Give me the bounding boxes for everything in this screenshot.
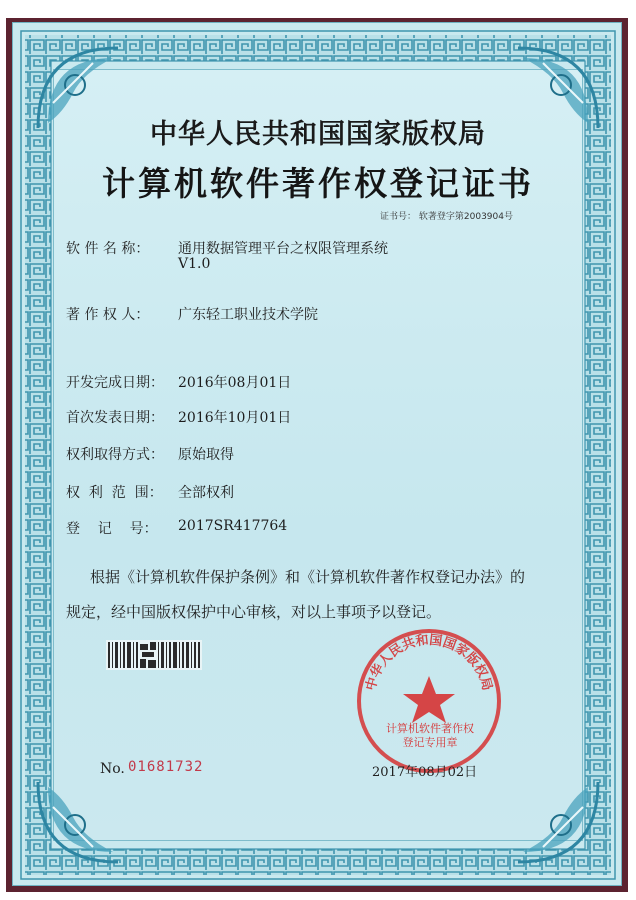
issuing-authority: 中华人民共和国国家版权局 xyxy=(150,119,486,150)
serial-number-label: No. xyxy=(100,761,125,777)
issue-date: 2017年08月02日 xyxy=(372,765,478,780)
software-version-value: V1.0 xyxy=(178,256,211,272)
rights-method-value: 原始取得 xyxy=(178,447,234,463)
seal-line-1: 计算机软件著作权 xyxy=(386,722,474,735)
seal-text xyxy=(380,722,480,750)
owner-label: 著 作 权 人： xyxy=(66,307,150,323)
rights-scope-value: 全部权利 xyxy=(178,485,234,501)
rights-method-label: 权利取得方式： xyxy=(66,447,164,463)
software-name-value: 通用数据管理平台之权限管理系统 xyxy=(178,241,388,257)
software-name-label: 软 件 名 称： xyxy=(66,241,150,257)
barcode-icon xyxy=(106,640,202,670)
corner-ornament-bottom-left-icon xyxy=(33,777,123,867)
registration-number-value: 2017SR417764 xyxy=(178,518,288,534)
official-seal-icon xyxy=(354,626,504,776)
statement-line-1: 根据《计算机软件保护条例》和《计算机软件著作权登记办法》的 xyxy=(90,568,526,586)
certificate-number-label: 证书号： xyxy=(380,212,417,222)
statement-line-2: 规定，经中国版权保护中心审核，对以上事项予以登记。 xyxy=(66,603,442,621)
corner-ornament-bottom-right-icon xyxy=(513,777,603,867)
completion-date-value: 2016年08月01日 xyxy=(178,375,292,391)
certificate-title: 计算机软件著作权登记证书 xyxy=(102,164,534,203)
publish-date-label: 首次发表日期： xyxy=(66,410,164,426)
seal-ring-text: 中华人民共和国国家版权局 xyxy=(363,632,495,693)
owner-value: 广东轻工职业技术学院 xyxy=(178,307,318,323)
registration-number-label: 登 记 号： xyxy=(66,521,158,537)
certificate-number-value: 软著登字第2003904号 xyxy=(418,212,513,222)
serial-number-value: 01681732 xyxy=(128,759,204,775)
publish-date-value: 2016年10月01日 xyxy=(178,410,292,426)
certificate-number xyxy=(380,209,513,222)
completion-date-label: 开发完成日期： xyxy=(66,375,164,391)
rights-scope-label: 权 利 范 围： xyxy=(66,485,163,501)
seal-line-2: 登记专用章 xyxy=(402,736,458,749)
